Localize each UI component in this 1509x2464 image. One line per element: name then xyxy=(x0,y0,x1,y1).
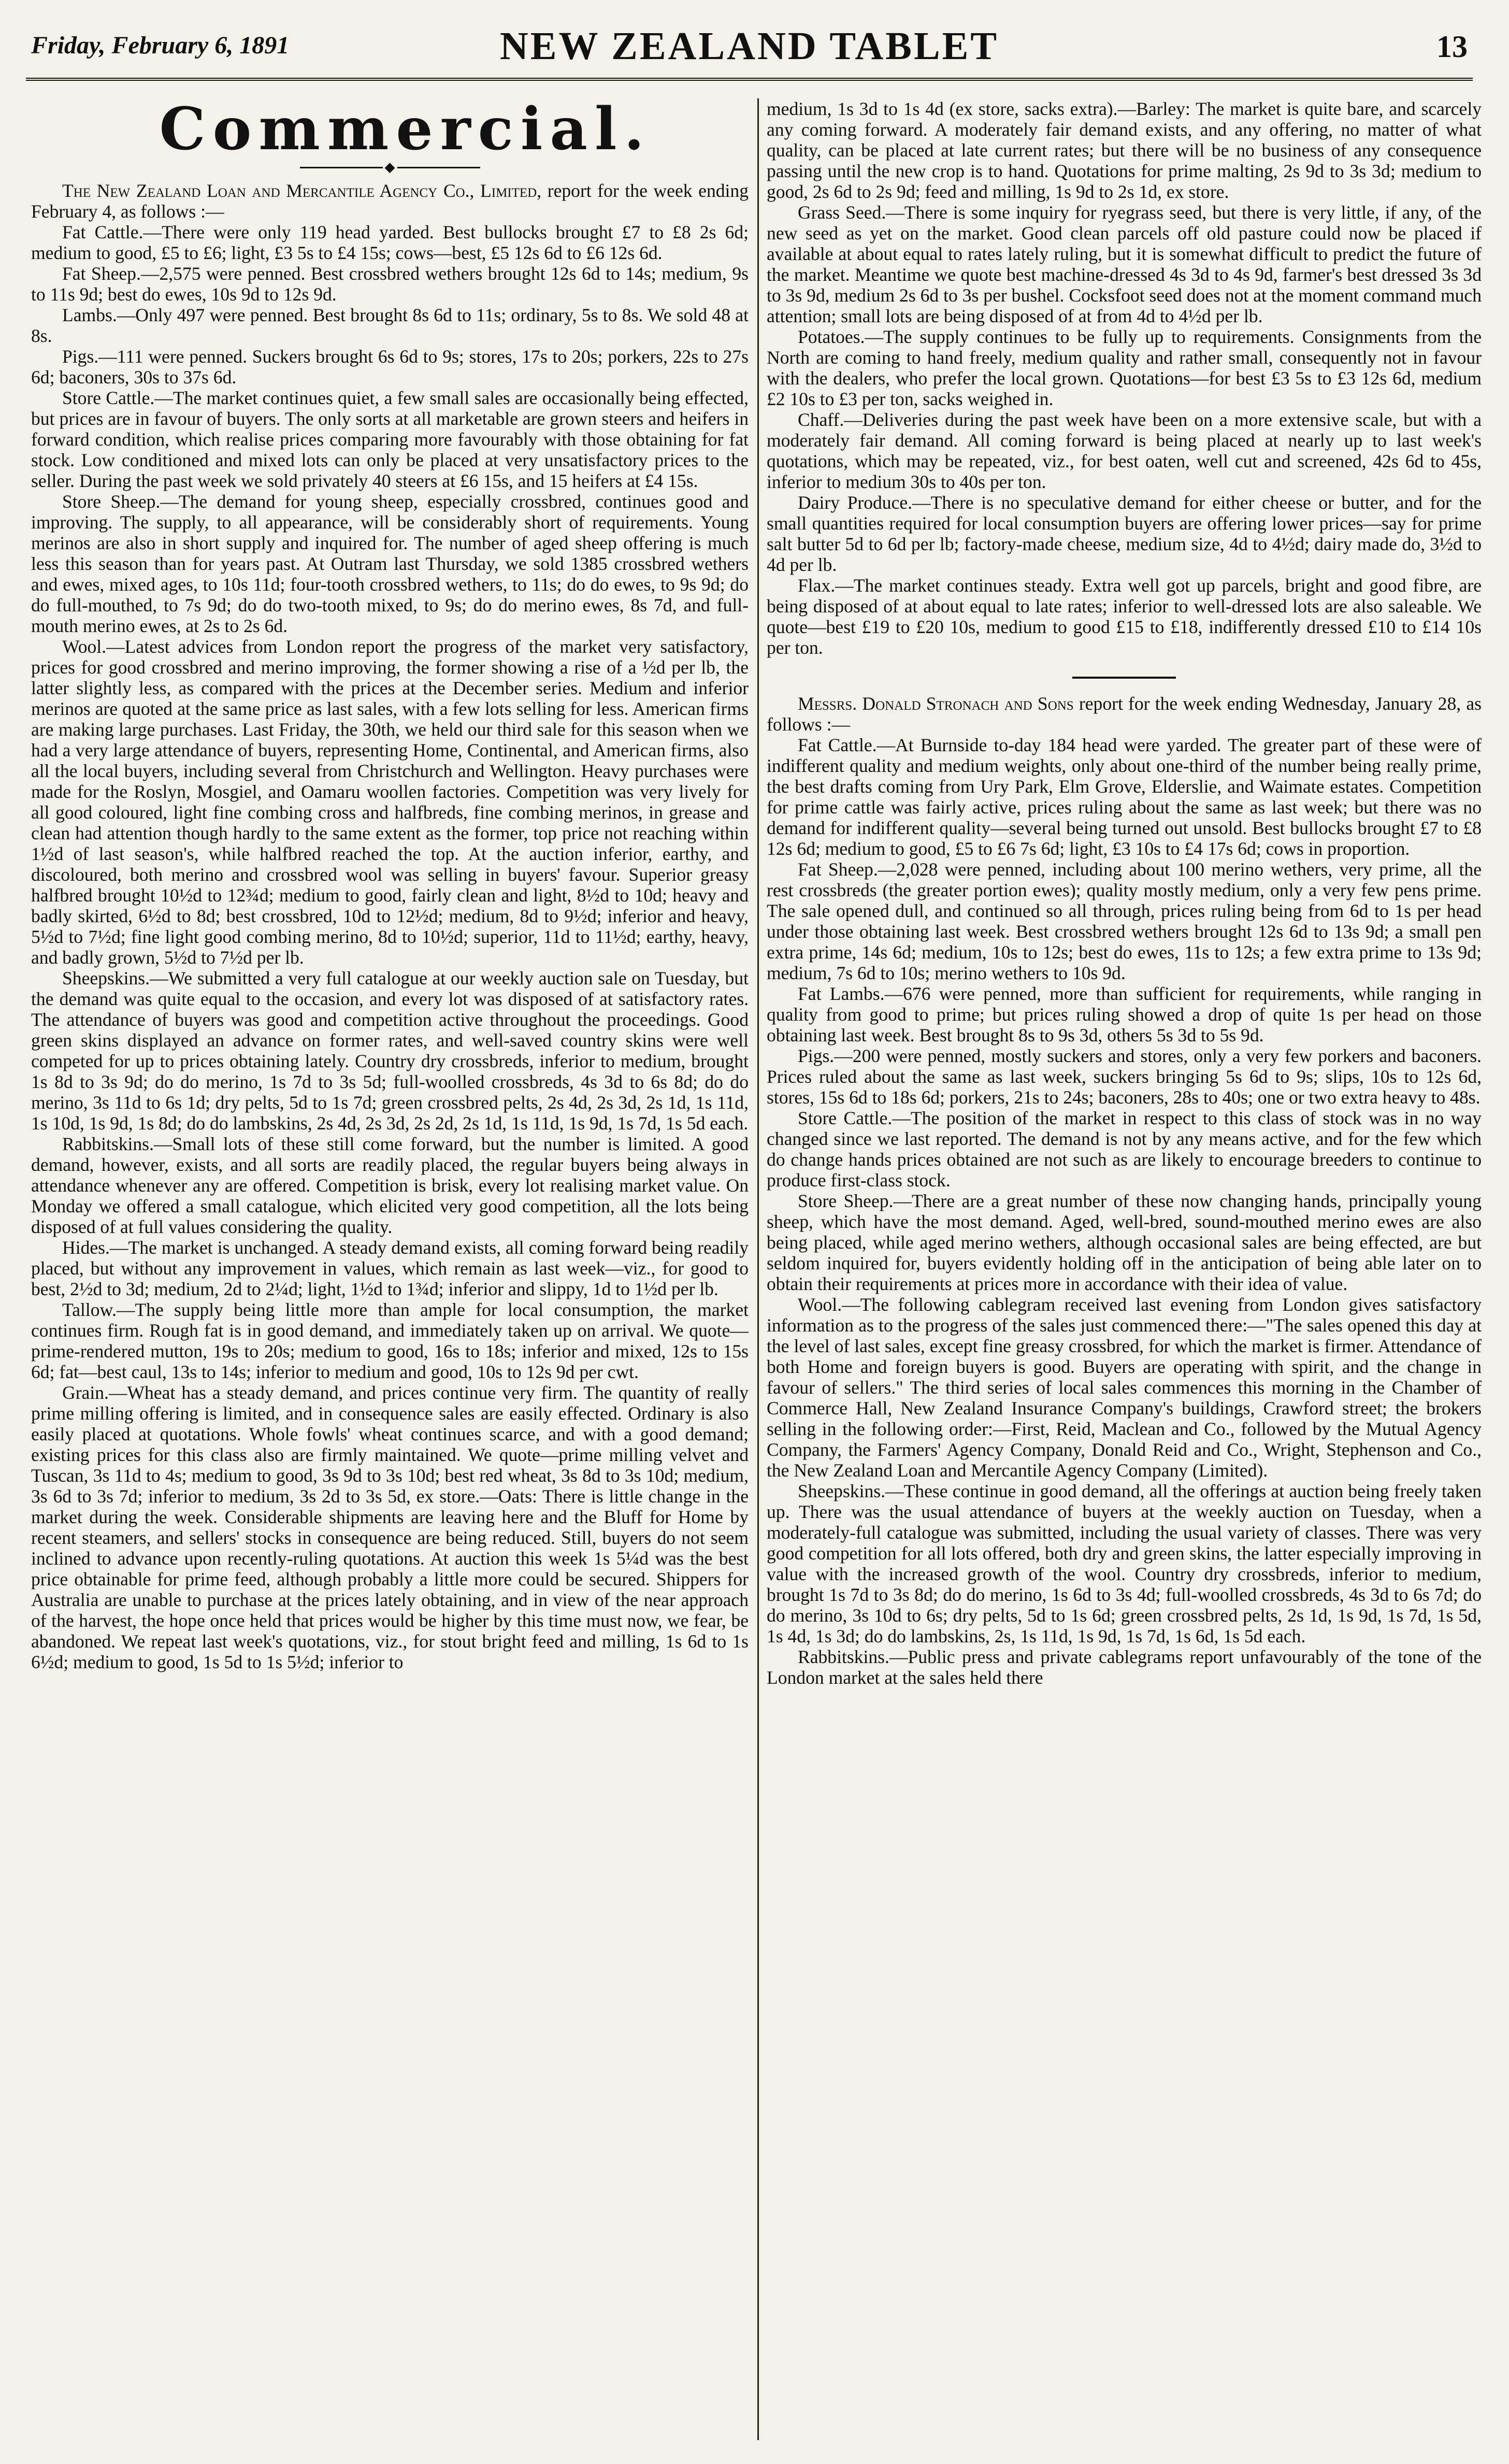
market-paragraph: Store Sheep.—There are a great number of these now changing hands, principally young sheep, which have the most demand. Aged, well-bred, sound-mouthed merino ewes are also being placed, while aged merino wethers, although occasional sales are being effected, are but seldom inquired for, buyers evidently holding off in the anticipation of being able later on to obtain their requirements at prices more in accordance with their idea of value. xyxy=(767,1191,1482,1294)
issue-date: Friday, February 6, 1891 xyxy=(31,32,290,59)
market-paragraph: Pigs.—200 were penned, mostly suckers and stores, only a very few porkers and baconers. Prices ruled about the same as last week, suckers bringing 5s 6d to 9s; slips, 10s to 12s 6d, stores, 15s 6d to 18s 6d; porkers, 21s to 24s; baconers, 28s to 40s; one or two extra heavy to 48s. xyxy=(767,1045,1482,1108)
market-paragraph: Store Cattle.—The position of the market in respect to this class of stock was in no way changed since we last reported. The demand is not by any means active, and for the few which do change hands prices obtained are not such as are likely to encourage breeders to continue to produce first-class stock. xyxy=(767,1108,1482,1191)
market-paragraph: Lambs.—Only 497 were penned. Best brought 8s 6d to 11s; ordinary, 5s to 8s. We sold 48 at 8s. xyxy=(31,305,749,346)
market-paragraph: Store Cattle.—The market continues quiet, a few small sales are occasionally being effected, but prices are in favour of buyers. The only sorts at all marketable are grown steers and heifers in forward condition, which realise prices comparing more favourably with those obtaining for fat stock. Low conditioned and mixed lots can only be placed at very unsatisfactory prices to the seller. During the past week we sold privately 40 steers at £6 15s, and 15 heifers at £4 15s. xyxy=(31,388,749,491)
page-number: 13 xyxy=(1436,30,1468,64)
market-paragraph: Sheepskins.—These continue in good demand, all the offerings at auction being freely taken up. There was the usual attendance of buyers at the weekly auction on Tuesday, when a moderately-full catalogue was submitted, including the usual variety of classes. There was very good competition for all lots offered, both dry and green skins, the latter especially improving in value with the increased growth of the wool. Country dry crossbreds, inferior to medium, brought 1s 7d to 3s 8d; do do merino, 1s 6d to 3s 4d; full-woolled crossbreds, 4s 3d to 6s 7d; do do merino, 3s 10d to 6s; dry pelts, 5d to 1s 6d; green crossbred pelts, 2s 1d, 1s 9d, 1s 7d, 1s 5d, 1s 4d, 1s 3d; do do lambskins, 2s, 1s 11d, 1s 9d, 1s 7d, 1s 6d, 1s 5d each. xyxy=(767,1481,1482,1646)
report-intro-rest: report for the week ending Wednesday, January 28, as follows :— xyxy=(767,693,1482,735)
market-paragraph: Chaff.—Deliveries during the past week have been on a more extensive scale, but with a moderately fair demand. All coming forward is being placed at nearly up to last week's quotations, which may be repeated, viz., for best oaten, well cut and screened, 42s 6d to 45s, inferior to medium 30s to 40s per ton. xyxy=(767,409,1482,492)
page-header xyxy=(26,16,1473,81)
report-intro xyxy=(31,180,749,222)
report-intro-lead: The New Zealand Loan and Mercantile Agency Co., Limited, xyxy=(62,180,542,201)
market-paragraph: Wool.—The following cablegram received last evening from London gives satisfactory information as to the progress of the sales just commenced there:—"The sales opened this day at the level of last sales, except fine greasy crossbred, for which the market is firmer. Attendance of both Home and foreign buyers is good. Buyers are operating with spirit, and the change in favour of sellers." The third series of local sales commences this morning in the Chamber of Commerce Hall, New Zealand Insurance Company's buildings, Crawford street; the brokers selling in the following order:—First, Reid, Maclean and Co., followed by the Mutual Agency Company, the Farmers' Agency Company, Donald Reid and Co., Wright, Stephenson and Co., the New Zealand Loan and Mercantile Agency Company (Limited). xyxy=(767,1294,1482,1481)
right-column xyxy=(767,98,1482,2440)
market-paragraph: Rabbitskins.—Public press and private cablegrams report unfavourably of the tone of the London market at the sales held there xyxy=(767,1646,1482,1688)
publication-title: NEW ZEALAND TABLET xyxy=(499,24,999,68)
left-column xyxy=(31,98,749,2440)
section-ornament: ◆ xyxy=(31,161,749,174)
market-paragraph: Wool.—Latest advices from London report the progress of the market very satisfactory, prices for good crossbred and merino improving, the former showing a rise of a ½d per lb, the latter slightly less, as compared with the prices at the December series. Medium and inferior merinos are quoted at the same price as last sales, with a few lots selling for less. American firms are making large purchases. Last Friday, the 30th, we held our third sale for this season when we had a very large attendance of buyers, representing Home, Continental, and American firms, also all the local buyers, including several from Christchurch and Wellington. Heavy purchases were made for the Roslyn, Mosgiel, and Oamaru woollen factories. Competition was very lively for all good coloured, light fine combing cross and halfbreds, fine combing merinos, in grease and clean had attention though hardly to the same extent as the former, top price not reaching within 1½d of last season's, while halfbred reached the top. At the auction inferior, earthy, and discoloured, both merino and crossbred wool was selling in buyers' favour. Superior greasy halfbred brought 10½d to 12¾d; medium to good, fairly clean and light, 8½d to 10d; heavy and badly skirted, 6½d to 8d; best crossbred, 10d to 12½d; medium, 8d to 9½d; inferior and heavy, 5½d to 7½d; fine light good combing merino, 8d to 10½d; superior, 11d to 11½d; earthy, heavy, and badly grown, 5½d to 7½d per lb. xyxy=(31,636,749,968)
market-paragraph: Grass Seed.—There is some inquiry for ryegrass seed, but there is very little, if any, of the new seed as yet on the market. Good clean parcels off old pasture could now be placed if available at about equal to rates lately ruling, but it is somewhat difficult to predict the future of the market. Meantime we quote best machine-dressed 4s 3d to 4s 9d, farmer's best dressed 3s 3d to 3s 9d, medium 2s 6d to 3s per bushel. Cocksfoot seed does not at the moment command much attention; small lots are being disposed of at from 4d to 4½d per lb. xyxy=(767,202,1482,326)
market-paragraph: Fat Sheep.—2,028 were penned, including about 100 merino wethers, very prime, all the rest crossbreds (the greater portion ewes); quality mostly medium, only a very few pens prime. The sale opened dull, and continued so all through, prices ruling being from 6d to 1s per head under those obtaining last week. Best crossbred wethers brought 12s 6d to 13s 9d; a small pen extra prime, 14s 6d; medium, 10s to 12s; best do ewes, 11s to 12s; a few extra prime to 13s 9d; medium, 7s 6d to 10s; merino wethers to 10s 9d. xyxy=(767,859,1482,983)
market-paragraph: Fat Cattle.—At Burnside to-day 184 head were yarded. The greater part of these were of indifferent quality and medium weights, only about one-third of the number being really prime, the best drafts coming from Ury Park, Elm Grove, Elderslie, and Waimate estates. Competition for prime cattle was fairly active, prices ruling about the same as last week; but there was no demand for indifferent quality—several being turned out unsold. Best bullocks brought £7 to £8 12s 6d; medium to good, £5 to £6 7s 6d; light, £3 10s to £4 17s 6d; cows in proportion. xyxy=(767,735,1482,859)
column-divider xyxy=(757,98,759,2440)
market-paragraph: Hides.—The market is unchanged. A steady demand exists, all coming forward being readily placed, but without any improvement in values, which remain as last week—viz., for good to best, 2½d to 3d; medium, 2d to 2¼d; light, 1½d to 1¾d; inferior and slippy, 1d to 1½d per lb. xyxy=(31,1237,749,1299)
market-paragraph: Grain.—Wheat has a steady demand, and prices continue very firm. The quantity of really prime milling offering is limited, and in consequence sales are easily effected. Ordinary is also easily placed at quotations. Whole fowls' wheat continues scarce, and with a good demand; existing prices for this class also are firmly maintained. We quote—prime milling velvet and Tuscan, 3s 11d to 4s; medium to good, 3s 9d to 3s 10d; best red wheat, 3s 8d to 3s 10d; medium, 3s 6d to 3s 7d; inferior to medium, 3s 2d to 3s 5d, ex store.—Oats: There is little change in the market during the week. Considerable shipments are leaving here and the Bluff for Home by recent steamers, and sellers' stocks in consequence are being reduced. Still, buyers do not seem inclined to advance upon recently-ruling quotations. At auction this week 1s 5¼d was the best price obtainable for prime feed, although probably a little more could be secured. Shippers for Australia are unable to purchase at the prices lately obtaining, and in view of the near approach of the harvest, the hope once held that prices would be higher by this time must now, we fear, be abandoned. We repeat last week's quotations, viz., for stout bright feed and milling, 1s 6d to 1s 6½d; medium to good, 1s 5d to 1s 5½d; inferior to xyxy=(31,1382,749,1672)
market-paragraph: medium, 1s 3d to 1s 4d (ex store, sacks extra).—Barley: The market is quite bare, and scarcely any coming forward. A moderately fair demand exists, and any offering, no matter of what quality, can be placed at late current rates; but there will be no business of any consequence passing until the new crop is to hand. Quotations for prime malting, 2s 9d to 3s 3d; medium to good, 2s 6d to 2s 9d; feed and milling, 1s 9d to 2s 1d, ex store. xyxy=(767,98,1482,202)
market-paragraph: Fat Cattle.—There were only 119 head yarded. Best bullocks brought £7 to £8 2s 6d; medium to good, £5 to £6; light, £3 5s to £4 15s; cows—best, £5 12s 6d to £6 12s 6d. xyxy=(31,222,749,263)
market-paragraph: Flax.—The market continues steady. Extra well got up parcels, bright and good fibre, are being disposed of at about equal to late rates; inferior to well-dressed lots are also saleable. We quote—best £19 to £20 10s, medium to good £15 to £18, indifferently dressed £10 to £14 10s per ton. xyxy=(767,575,1482,658)
market-paragraph: Rabbitskins.—Small lots of these still come forward, but the number is limited. A good demand, however, exists, and all sorts are readily placed, the regular buyers being always in attendance whenever any are offered. Competition is brisk, every lot realising market value. On Monday we offered a small catalogue, which elicited very good competition, all the lots being disposed of at full values considering the quality. xyxy=(31,1134,749,1237)
market-paragraph: Store Sheep.—The demand for young sheep, especially crossbred, continues good and improving. The supply, to all appearance, will be considerably short of requirements. Young merinos are also in short supply and inquired for. The number of aged sheep offering is much less this season than for years past. At Outram last Thursday, we sold 1385 crossbred wethers and ewes, mixed ages, to 10s 11d; four-tooth crossbred wethers, to 11s; do do ewes, to 9s 9d; do do full-mouthed, to 7s 9d; do do two-tooth mixed, to 9s; do do merino ewes, 8s 7d, and full-mouth merino ewes, at 2s to 2s 6d. xyxy=(31,491,749,636)
section-rule xyxy=(1072,677,1176,679)
report-intro-lead: Messrs. Donald Stronach and Sons xyxy=(798,693,1074,714)
market-paragraph: Tallow.—The supply being little more than ample for local consumption, the market continues firm. Rough fat is in good demand, and immediately taken up on arrival. We quote—prime-rendered mutton, 19s to 20s; medium to good, 16s to 18s; inferior and mixed, 12s to 15s 6d; fat—best caul, 13s to 14s; inferior to medium and good, 10s to 12s 9d per cwt. xyxy=(31,1299,749,1382)
market-paragraph: Fat Sheep.—2,575 were penned. Best crossbred wethers brought 12s 6d to 14s; medium, 9s to 11s 9d; best do ewes, 10s 9d to 12s 9d. xyxy=(31,263,749,305)
market-paragraph: Sheepskins.—We submitted a very full catalogue at our weekly auction sale on Tuesday, but the demand was quite equal to the occasion, and every lot was disposed of at satisfactory rates. The attendance of buyers was good and competition active throughout the proceedings. Good green skins displayed an advance on former rates, and well-saved country skins were well competed for up to prices obtaining lately. Country dry crossbreds, inferior to medium, brought 1s 8d to 3s 9d; do do merino, 1s 7d to 3s 5d; full-woolled crossbreds, 4s 3d to 6s 8d; do do merino, 3s 11d to 6s 1d; dry pelts, 5d to 1s 7d; green crossbred pelts, 2s 4d, 2s 3d, 2s 1d, 1s 11d, 1s 10d, 1s 9d, 1s 8d; do do lambskins, 2s 4d, 2s 3d, 2s 2d, 2s 1d, 1s 11d, 1s 9d, 1s 7d, 1s 5d each. xyxy=(31,968,749,1134)
market-paragraph: Potatoes.—The supply continues to be fully up to requirements. Consignments from the North are coming to hand freely, medium quality and rather small, consequently not in favour with the dealers, who prefer the local grown. Quotations—for best £3 5s to £3 12s 6d, medium £2 10s to £3 per ton, sacks weighed in. xyxy=(767,326,1482,409)
market-paragraph: Pigs.—111 were penned. Suckers brought 6s 6d to 9s; stores, 17s to 20s; porkers, 22s to 27s 6d; baconers, 30s to 37s 6d. xyxy=(31,346,749,388)
market-paragraph: Fat Lambs.—676 were penned, more than sufficient for requirements, while ranging in quality from good to prime; but prices ruling showed a drop of quite 1s per head on those obtaining last week. Best brought 8s to 9s 3d, others 5s 3d to 5s 9d. xyxy=(767,983,1482,1045)
market-paragraph: Dairy Produce.—There is no speculative demand for either cheese or butter, and for the small quantities required for local consumption buyers are offering lower prices—say for prime salt butter 5d to 6d per lb; factory-made cheese, medium size, 4d to 4½d; dairy made do, 3½d to 4d per lb. xyxy=(767,492,1482,575)
report-intro xyxy=(767,693,1482,735)
report-intro-rest: report for the week ending February 4, as follows :— xyxy=(31,180,749,222)
section-title: Commercial. xyxy=(159,98,652,163)
